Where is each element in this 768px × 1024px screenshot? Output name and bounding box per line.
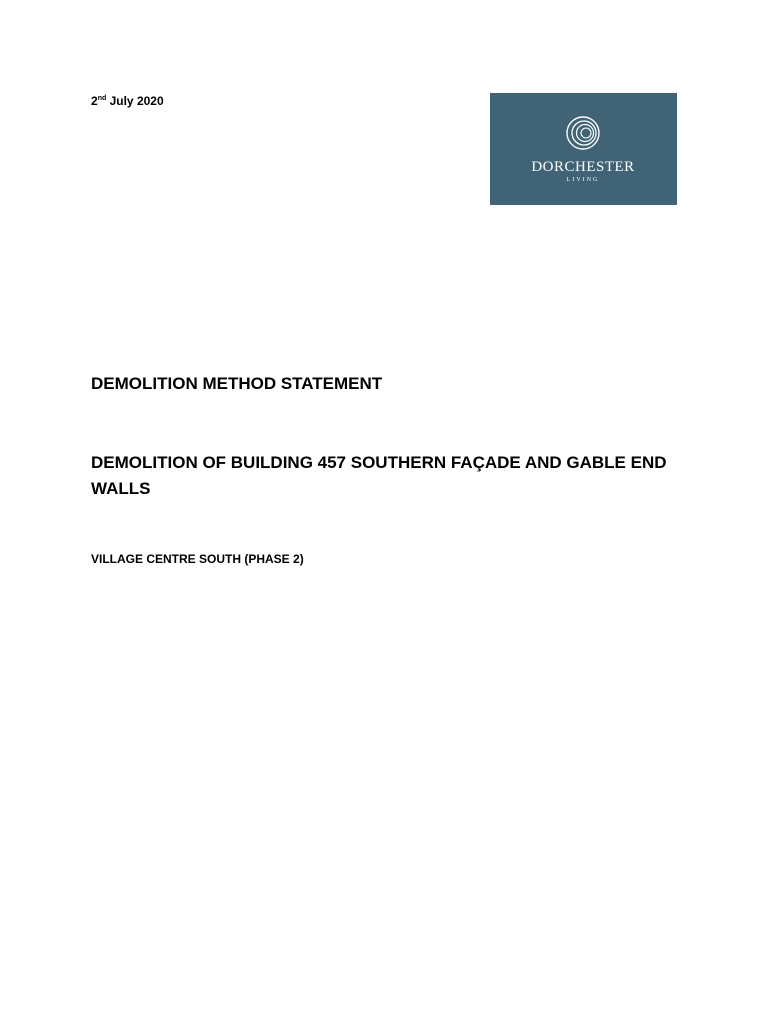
document-date [91, 93, 164, 109]
date-day-suffix: nd [97, 95, 107, 102]
date-month-year: July 2020 [109, 94, 164, 108]
document-project: VILLAGE CENTRE SOUTH (PHASE 2) [91, 552, 304, 566]
concentric-circles-icon [567, 117, 599, 149]
logo-brand-sub: LIVING [566, 177, 600, 183]
dorchester-living-logo [490, 93, 677, 205]
document-subject: DEMOLITION OF BUILDING 457 SOUTHERN FAÇADE AND GABLE END WALLS [91, 453, 667, 498]
date-day: 2 [91, 94, 98, 108]
logo-graphic [490, 93, 677, 205]
document-title: DEMOLITION METHOD STATEMENT [91, 374, 383, 393]
logo-brand-name: DORCHESTER [531, 159, 635, 175]
